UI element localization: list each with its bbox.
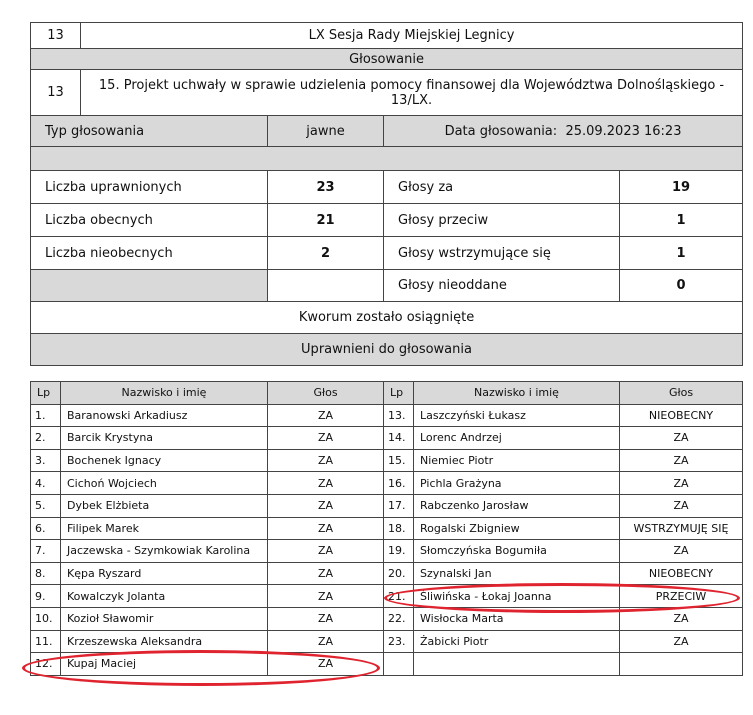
name-cell: Dybek Elżbieta [61, 494, 268, 517]
session-title: LX Sesja Rady Miejskiej Legnicy [81, 23, 743, 49]
vote-cell: ZA [268, 494, 384, 517]
vote-cell: ZA [268, 540, 384, 563]
lp-cell: 2. [31, 427, 61, 450]
item-number: 13 [31, 70, 81, 116]
table-row [31, 427, 743, 450]
for-label: Głosy za [384, 171, 620, 204]
lp-cell: 17. [384, 494, 414, 517]
section-title: Głosowanie [31, 49, 743, 70]
lp-cell: 1. [31, 404, 61, 427]
table-row [31, 540, 743, 563]
spacer-row [31, 147, 743, 171]
item-text: 15. Projekt uchwały w sprawie udzielenia pomocy finansowej dla Województwa Dolnośląskiego - 13/LX. [81, 70, 743, 116]
eligible-label: Liczba uprawnionych [31, 171, 268, 204]
vote-cell: ZA [620, 472, 743, 495]
empty-cell [268, 270, 384, 302]
quorum-status: Kworum zostało osiągnięte [31, 302, 743, 334]
eligible-value: 23 [268, 171, 384, 204]
vote-cell: NIEOBECNY [620, 404, 743, 427]
vote-cell: ZA [268, 427, 384, 450]
col-name: Nazwisko i imię [414, 382, 620, 405]
lp-cell [384, 653, 414, 676]
table-row [31, 517, 743, 540]
vote-cell: ZA [268, 404, 384, 427]
vote-type-label: Typ głosowania [31, 116, 268, 147]
name-cell: Niemiec Piotr [414, 449, 620, 472]
vote-cell: ZA [620, 427, 743, 450]
vote-date [384, 116, 743, 147]
table-row [31, 449, 743, 472]
lp-cell: 9. [31, 585, 61, 608]
vote-cell [620, 653, 743, 676]
lp-cell: 5. [31, 494, 61, 517]
vote-cell: ZA [620, 540, 743, 563]
name-cell: Kozioł Sławomir [61, 607, 268, 630]
for-value: 19 [620, 171, 743, 204]
name-cell: Lorenc Andrzej [414, 427, 620, 450]
vote-cell: ZA [268, 607, 384, 630]
lp-cell: 11. [31, 630, 61, 653]
vote-cell: ZA [620, 607, 743, 630]
name-cell: Kępa Ryszard [61, 562, 268, 585]
abstain-value: 1 [620, 237, 743, 270]
name-cell: Krzeszewska Aleksandra [61, 630, 268, 653]
vote-cell: ZA [268, 449, 384, 472]
absent-value: 2 [268, 237, 384, 270]
name-cell: Kowalczyk Jolanta [61, 585, 268, 608]
name-cell: Szynalski Jan [414, 562, 620, 585]
name-cell: Rogalski Zbigniew [414, 517, 620, 540]
vote-cell: ZA [268, 585, 384, 608]
lp-cell: 21. [384, 585, 414, 608]
vote-cell: ZA [268, 630, 384, 653]
vote-cell: ZA [268, 517, 384, 540]
name-cell: Pichla Grażyna [414, 472, 620, 495]
lp-cell: 12. [31, 653, 61, 676]
lp-cell: 10. [31, 607, 61, 630]
col-vote: Głos [268, 382, 384, 405]
name-cell: Cichoń Wojciech [61, 472, 268, 495]
name-cell: Słomczyńska Bogumiła [414, 540, 620, 563]
lp-cell: 22. [384, 607, 414, 630]
abstain-label: Głosy wstrzymujące się [384, 237, 620, 270]
present-label: Liczba obecnych [31, 204, 268, 237]
lp-cell: 3. [31, 449, 61, 472]
lp-cell: 8. [31, 562, 61, 585]
vote-cell: ZA [620, 630, 743, 653]
lp-cell: 13. [384, 404, 414, 427]
vote-cell: ZA [620, 449, 743, 472]
name-cell: Jaczewska - Szymkowiak Karolina [61, 540, 268, 563]
name-cell: Rabczenko Jarosław [414, 494, 620, 517]
lp-cell: 16. [384, 472, 414, 495]
notcast-label: Głosy nieoddane [384, 270, 620, 302]
highlight-oval-sliwinska [384, 583, 740, 613]
lp-cell: 20. [384, 562, 414, 585]
table-row [31, 494, 743, 517]
lp-cell: 14. [384, 427, 414, 450]
vote-date-value: 25.09.2023 16:23 [565, 123, 682, 139]
name-cell: Żabicki Piotr [414, 630, 620, 653]
vote-type-value: jawne [268, 116, 384, 147]
against-value: 1 [620, 204, 743, 237]
col-lp: Lp [384, 382, 414, 405]
table-row [31, 630, 743, 653]
vote-cell: NIEOBECNY [620, 562, 743, 585]
vote-cell: ZA [268, 653, 384, 676]
notcast-value: 0 [620, 270, 743, 302]
name-cell: Baranowski Arkadiusz [61, 404, 268, 427]
name-cell: Barcik Krystyna [61, 427, 268, 450]
col-lp: Lp [31, 382, 61, 405]
vote-cell: ZA [620, 494, 743, 517]
session-number: 13 [31, 23, 81, 49]
eligible-title: Uprawnieni do głosowania [31, 334, 743, 366]
col-vote: Głos [620, 382, 743, 405]
name-cell: Wisłocka Marta [414, 607, 620, 630]
vote-date-label: Data głosowania: [444, 123, 558, 139]
lp-cell: 23. [384, 630, 414, 653]
absent-label: Liczba nieobecnych [31, 237, 268, 270]
table-row [31, 404, 743, 427]
lp-cell: 19. [384, 540, 414, 563]
name-cell: Filipek Marek [61, 517, 268, 540]
name-cell [414, 653, 620, 676]
lp-cell: 18. [384, 517, 414, 540]
name-cell: Laszczyński Łukasz [414, 404, 620, 427]
name-cell: Kupaj Maciej [61, 653, 268, 676]
lp-cell: 6. [31, 517, 61, 540]
vote-cell: ZA [268, 562, 384, 585]
highlight-oval-kupaj [22, 650, 380, 686]
vote-cell: ZA [268, 472, 384, 495]
name-cell: Bochenek Ignacy [61, 449, 268, 472]
col-name: Nazwisko i imię [61, 382, 268, 405]
against-label: Głosy przeciw [384, 204, 620, 237]
vote-cell: WSTRZYMUJĘ SIĘ [620, 517, 743, 540]
vote-cell: PRZECIW [620, 585, 743, 608]
present-value: 21 [268, 204, 384, 237]
lp-cell: 15. [384, 449, 414, 472]
table-row [31, 472, 743, 495]
name-cell: Śliwińska - Łokaj Joanna [414, 585, 620, 608]
lp-cell: 4. [31, 472, 61, 495]
lp-cell: 7. [31, 540, 61, 563]
table-row [31, 562, 743, 585]
empty-cell [31, 270, 268, 302]
